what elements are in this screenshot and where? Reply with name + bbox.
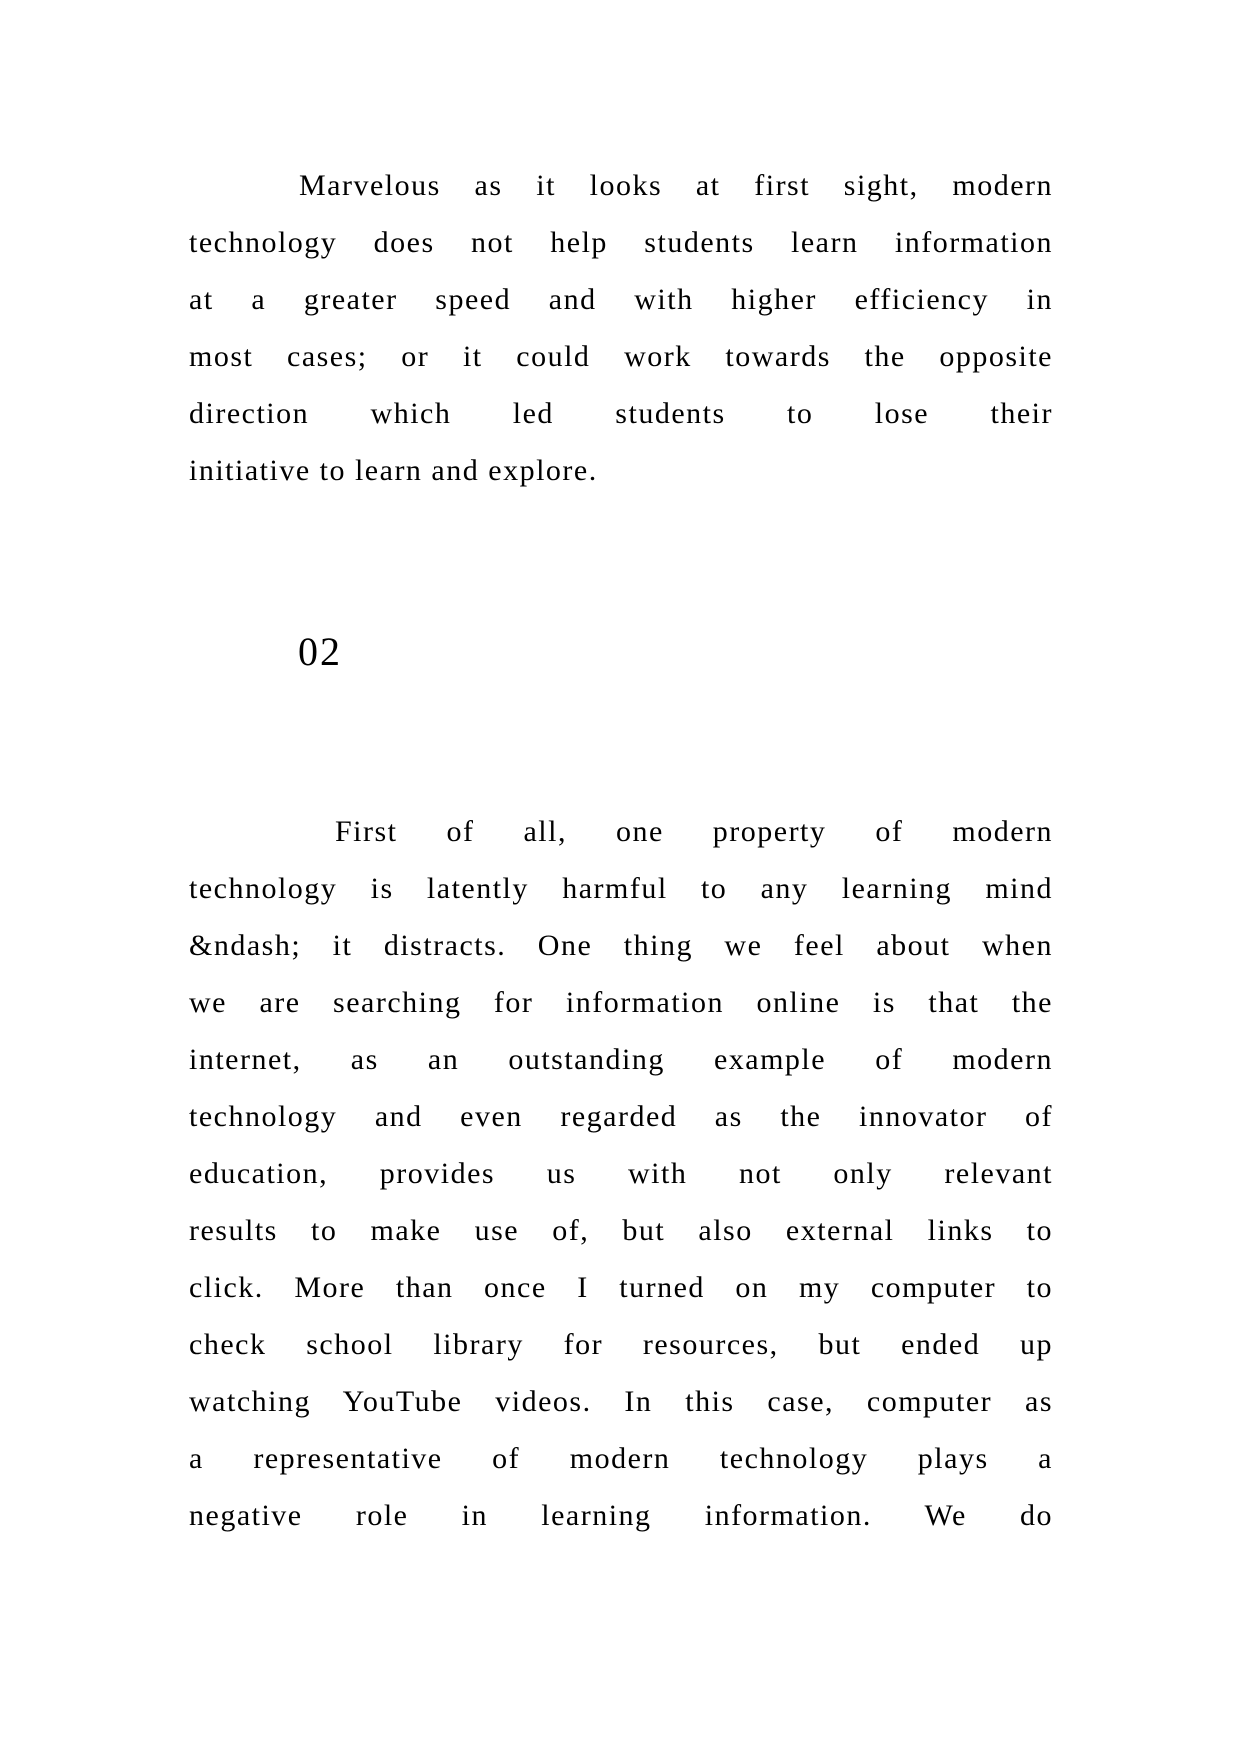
text-line: results to make use of, but also external links to [189,1214,1053,1247]
text-line: most cases; or it could work towards the opposite [189,340,1053,373]
text-line: initiative to learn and explore. [189,454,598,487]
text-line: internet, as an outstanding example of modern [189,1043,1053,1076]
text-line: click. More than once I turned on my computer to [189,1271,1053,1304]
text-line: &ndash; it distracts. One thing we feel about when [189,929,1053,962]
paragraph-1 [189,157,1053,499]
text-line: watching YouTube videos. In this case, computer as [189,1385,1053,1418]
text-line: negative role in learning information. We do [189,1499,1053,1532]
paragraph-2 [189,803,1053,1544]
text-line: we are searching for information online is that the [189,986,1053,1019]
text-line: technology does not help students learn information [189,226,1053,259]
text-line: education, provides us with not only relevant [189,1157,1053,1190]
text-line: technology is latently harmful to any learning mind [189,872,1053,905]
text-line: a representative of modern technology plays a [189,1442,1053,1475]
text-line: direction which led students to lose their [189,397,1053,430]
text-line: at a greater speed and with higher efficiency in [189,283,1053,316]
text-line: technology and even regarded as the innovator of [189,1100,1053,1133]
text-line: First of all, one property of modern [335,815,1053,848]
text-line: Marvelous as it looks at first sight, modern [299,169,1053,202]
section-number: 02 [298,629,342,674]
text-line: check school library for resources, but ended up [189,1328,1053,1361]
